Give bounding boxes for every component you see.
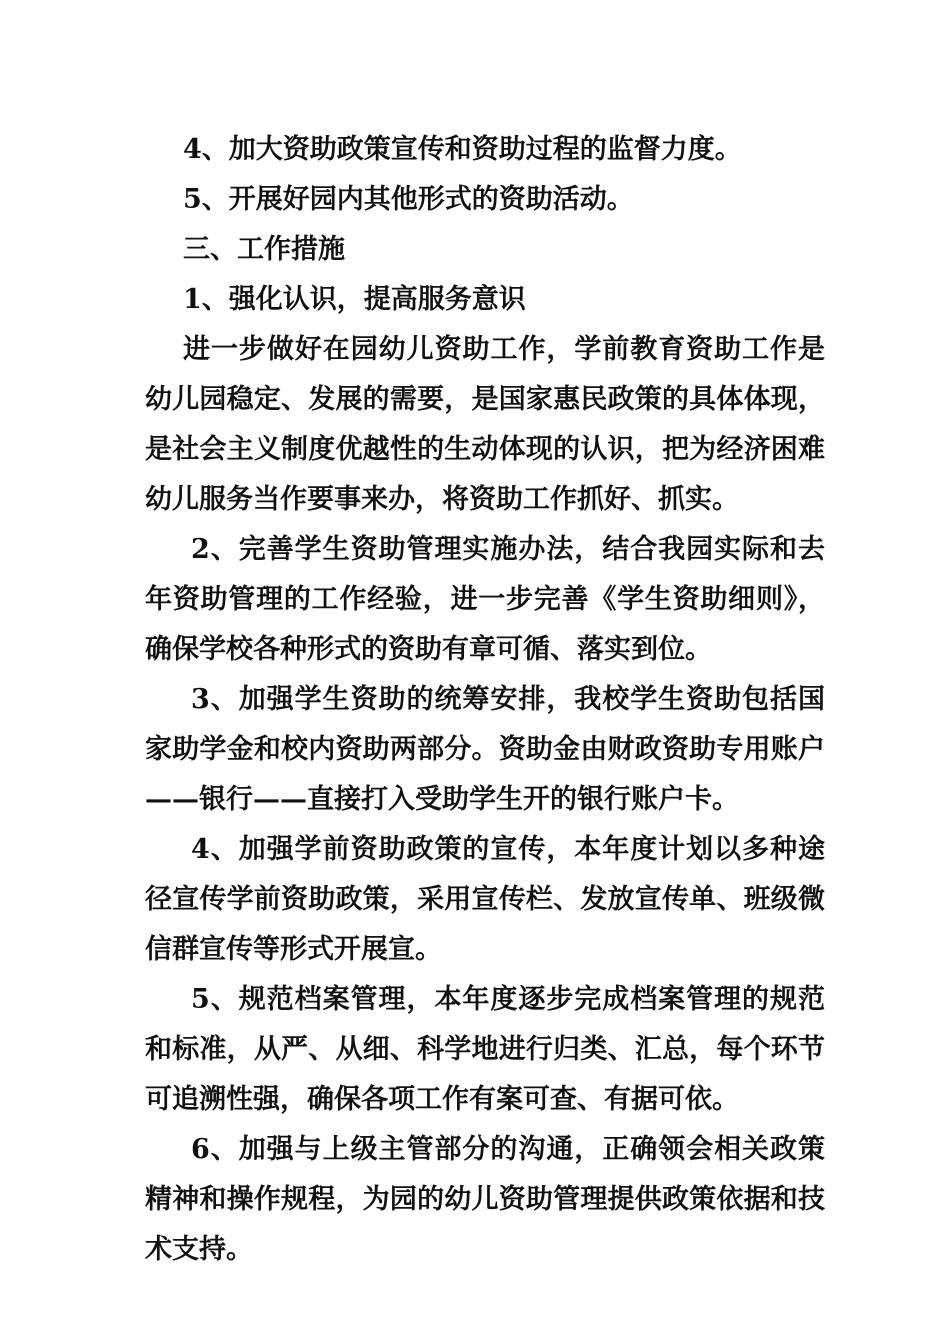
paragraph-item-5-activities: 5、开展好园内其他形式的资助活动。 xyxy=(183,184,634,215)
document-body xyxy=(145,125,825,1275)
paragraph-measure-4: 4、加强学前资助政策的宣传，本年度计划以多种途径宣传学前资助政策，采用宣传栏、发放宣传单、班级微信群宣传等形式开展宣。 xyxy=(145,834,825,965)
paragraph-measure-3: 3、加强学生资助的统筹安排，我校学生资助包括国家助学金和校内资助两部分。资助金由财政资助专用账户——银行——直接打入受助学生开的银行账户卡。 xyxy=(145,684,825,815)
subheading-awareness: 1、强化认识，提高服务意识 xyxy=(183,284,526,315)
paragraph-measure-6: 6、加强与上级主管部分的沟通，正确领会相关政策精神和操作规程，为园的幼儿资助管理提供政策依据和技术支持。 xyxy=(145,1134,825,1265)
paragraph-measure-2: 2、完善学生资助管理实施办法，结合我园实际和去年资助管理的工作经验，进一步完善《学生资助细则》，确保学校各种形式的资助有章可循、落实到位。 xyxy=(145,534,825,665)
paragraph-item-4-publicity: 4、加大资助政策宣传和资助过程的监督力度。 xyxy=(183,134,742,165)
paragraph-measure-5: 5、规范档案管理，本年度逐步完成档案管理的规范和标准，从严、从细、科学地进行归类、汇总，每个环节可追溯性强，确保各项工作有案可查、有据可依。 xyxy=(145,984,825,1115)
section-heading-measures: 三、工作措施 xyxy=(183,234,345,265)
paragraph-awareness: 进一步做好在园幼儿资助工作，学前教育资助工作是幼儿园稳定、发展的需要，是国家惠民政策的具体体现，是社会主义制度优越性的生动体现的认识，把为经济困难幼儿服务当作要事来办，将资助工作抓好、抓实。 xyxy=(145,334,825,515)
